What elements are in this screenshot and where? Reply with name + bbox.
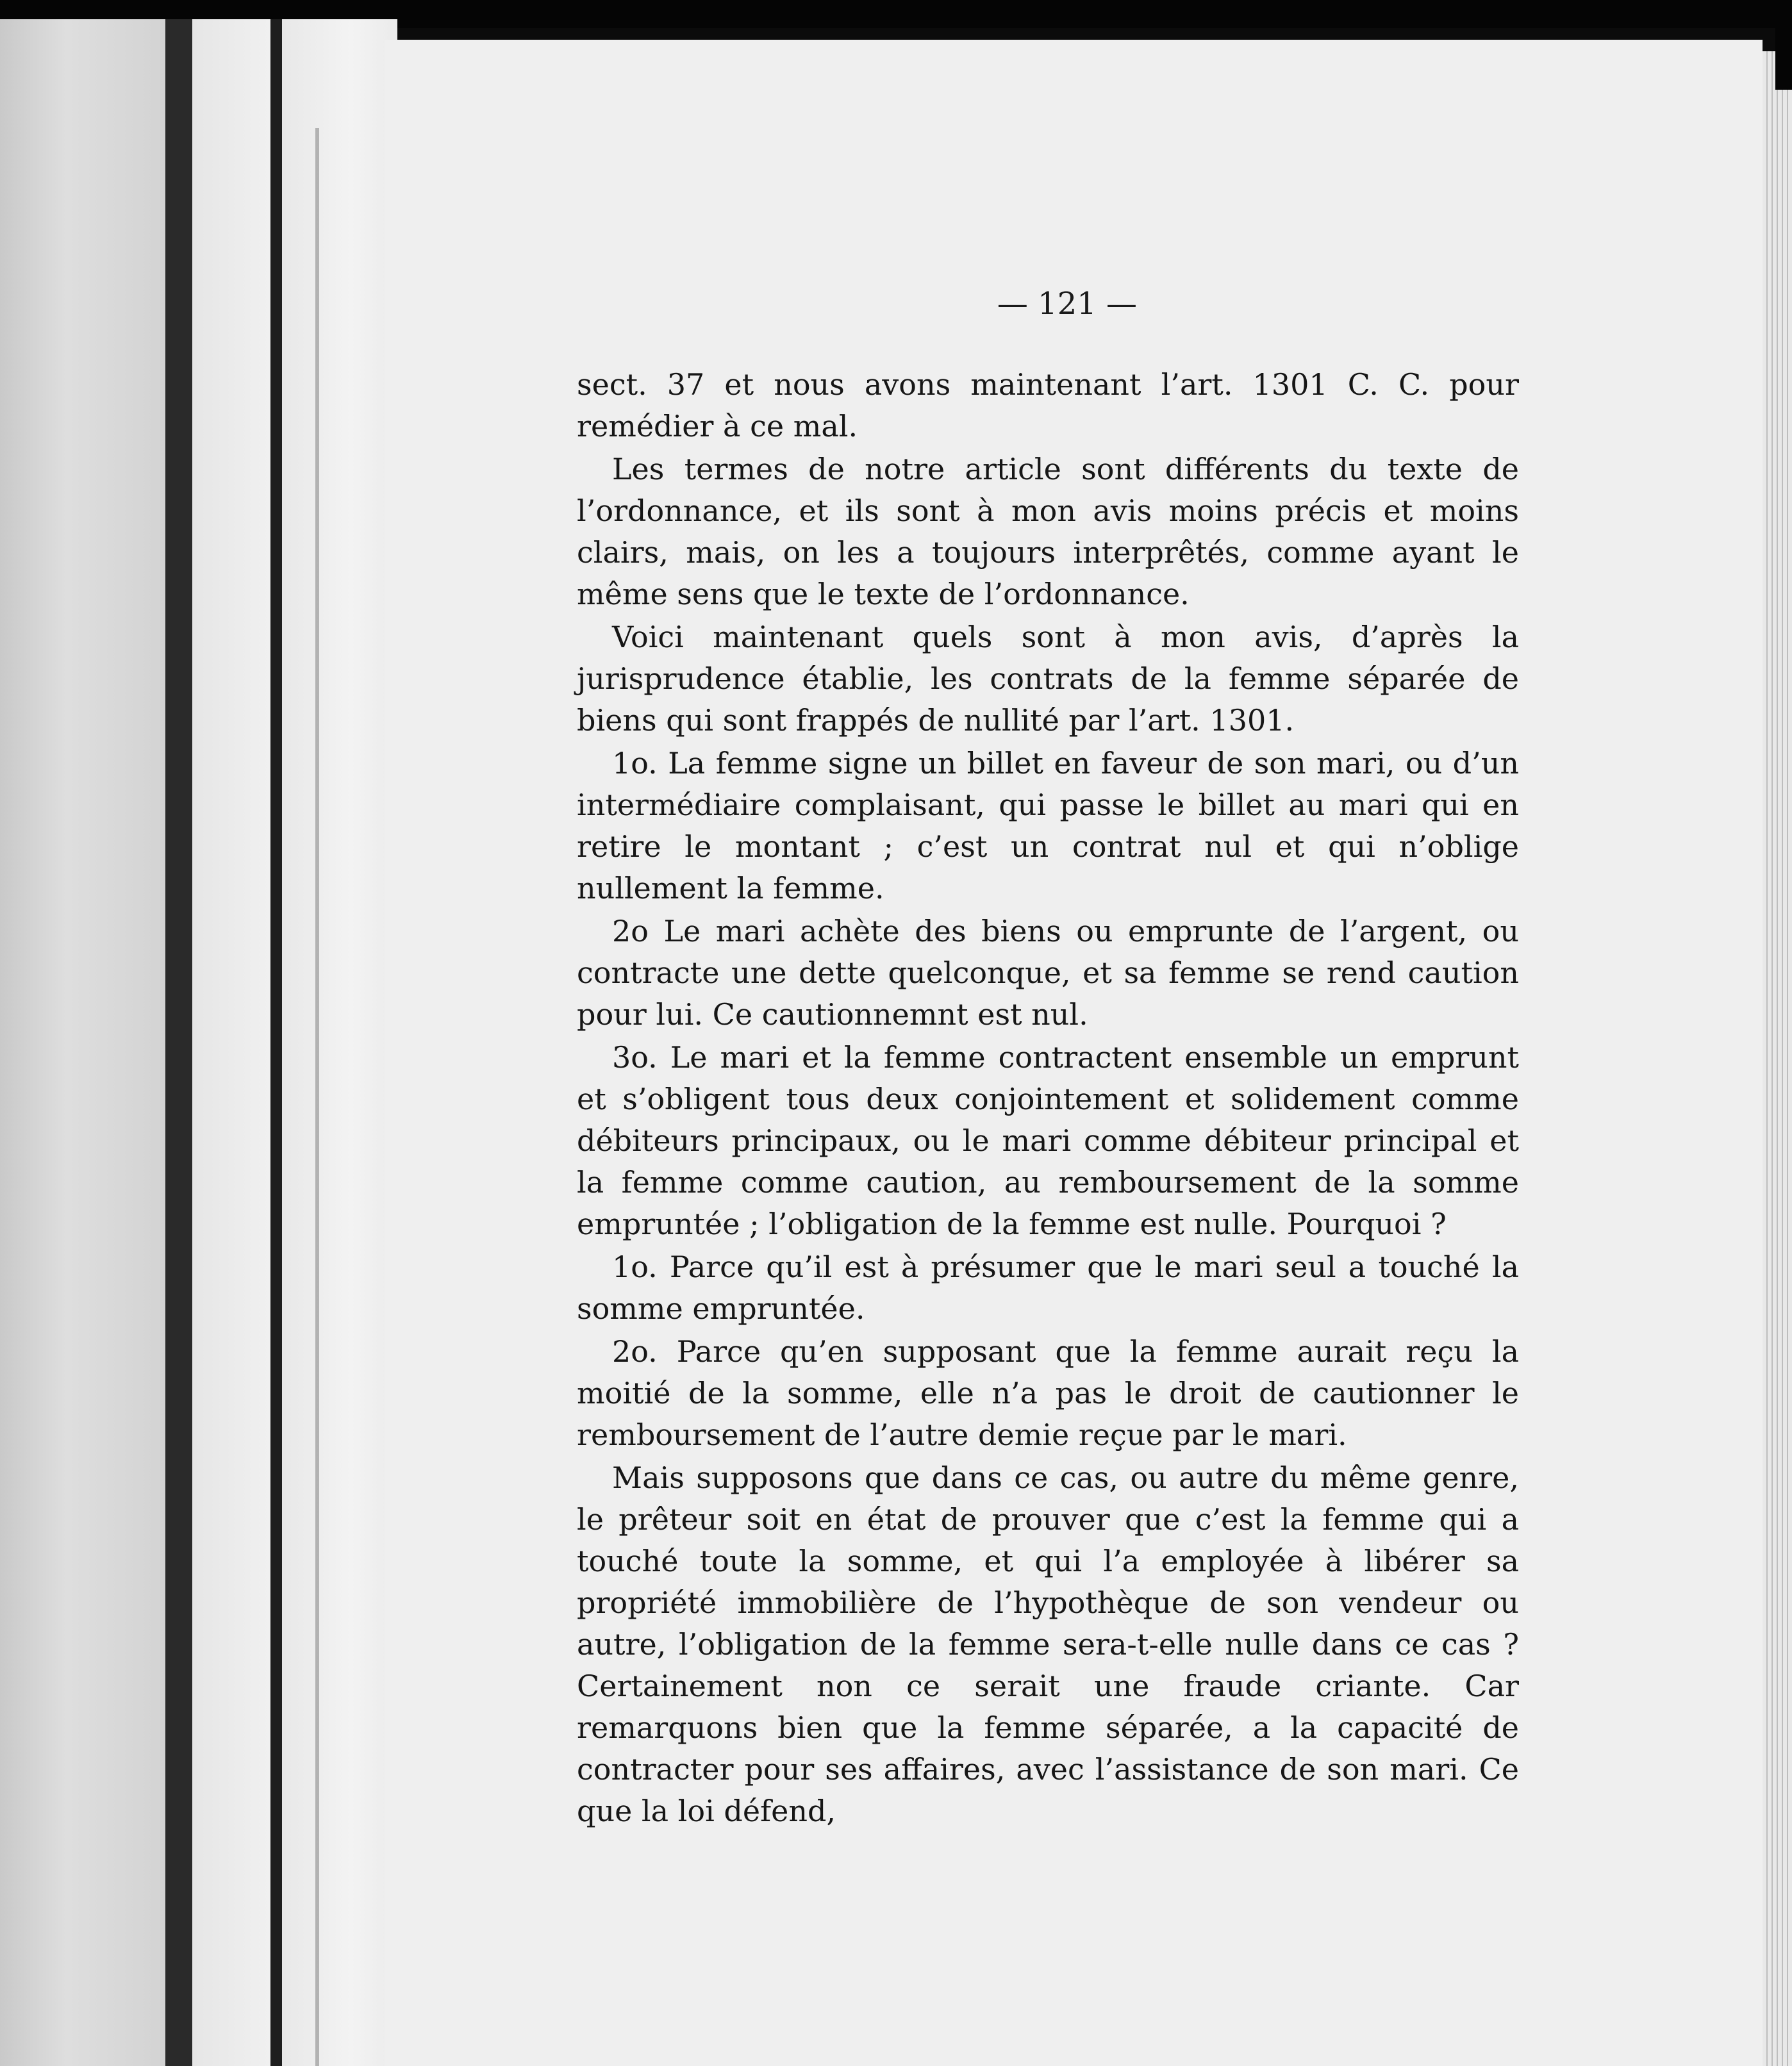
- paragraph: 1o. La femme signe un billet en faveur de son mari, ou d’un intermédiaire complaisant, qui passe le billet au mari qui en retire le montant ; c’est un contrat nul et qui n’oblige nullement la femme.: [577, 746, 1519, 905]
- fold-crease: [315, 128, 319, 2066]
- folded-page-corner: [282, 19, 397, 2066]
- paragraph: 1o. Parce qu’il est à présumer que le mari seul a touché la somme empruntée.: [577, 1250, 1519, 1326]
- page-number: — 121 —: [997, 286, 1138, 322]
- paragraph: Voici maintenant quels sont à mon avis, d’après la jurisprudence établie, les contrats de la femme séparée de biens qui sont frappés de nullité par l’art. 1301.: [577, 620, 1519, 738]
- paragraph: sect. 37 et nous avons maintenant l’art. 1301 C. C. pour remédier à ce mal.: [577, 367, 1519, 443]
- binding-gutter: [165, 19, 192, 2066]
- left-page-edge: [0, 19, 165, 2066]
- right-page-stack-edge: [1763, 51, 1792, 2066]
- paragraph: 2o Le mari achète des biens ou emprunte de l’argent, ou contracte une dette quelconque, et sa femme se rend caution pour lui. Ce cautionnemnt est nul.: [577, 914, 1519, 1032]
- paragraph: Les termes de notre article sont différents du texte de l’ordonnance, et ils sont à mon avis moins précis et moins clairs, mais, on les a toujours interprêtés, comme ayant le même sens que le texte de l’ordonnance.: [577, 452, 1519, 611]
- page-stack-edge: [192, 19, 270, 2066]
- paragraph: 3o. Le mari et la femme contractent ensemble un emprunt et s’obligent tous deux conjointement et solidement comme débiteurs principaux, ou le mari comme débiteur principal et la femme comme caution, au remboursement de la somme empruntée ; l’obligation de la femme est nulle. Pourquoi ?: [577, 1040, 1519, 1241]
- scan-corner-border: [1775, 0, 1792, 90]
- paragraph: 2o. Parce qu’en supposant que la femme aurait reçu la moitié de la somme, elle n’a pas le droit de cautionner le remboursement de l’autre demie reçue par le mari.: [577, 1334, 1519, 1452]
- paragraph: Mais supposons que dans ce cas, ou autre du même genre, le prêteur soit en état de prouver que c’est la femme qui a touché toute la somme, et qui l’a employée à libérer sa propriété immobilière de l’hypothèque de son vendeur ou autre, l’obligation de la femme sera-t-elle nulle dans ce cas ? Certainement non ce serait une fraude criante. Car remarquons bien que la femme séparée, a la capacité de contracter pour ses affaires, avec l’assistance de son mari. Ce que la loi défend,: [577, 1460, 1519, 1828]
- binding-shadow: [270, 19, 282, 2066]
- page-body-text: [577, 364, 1519, 1832]
